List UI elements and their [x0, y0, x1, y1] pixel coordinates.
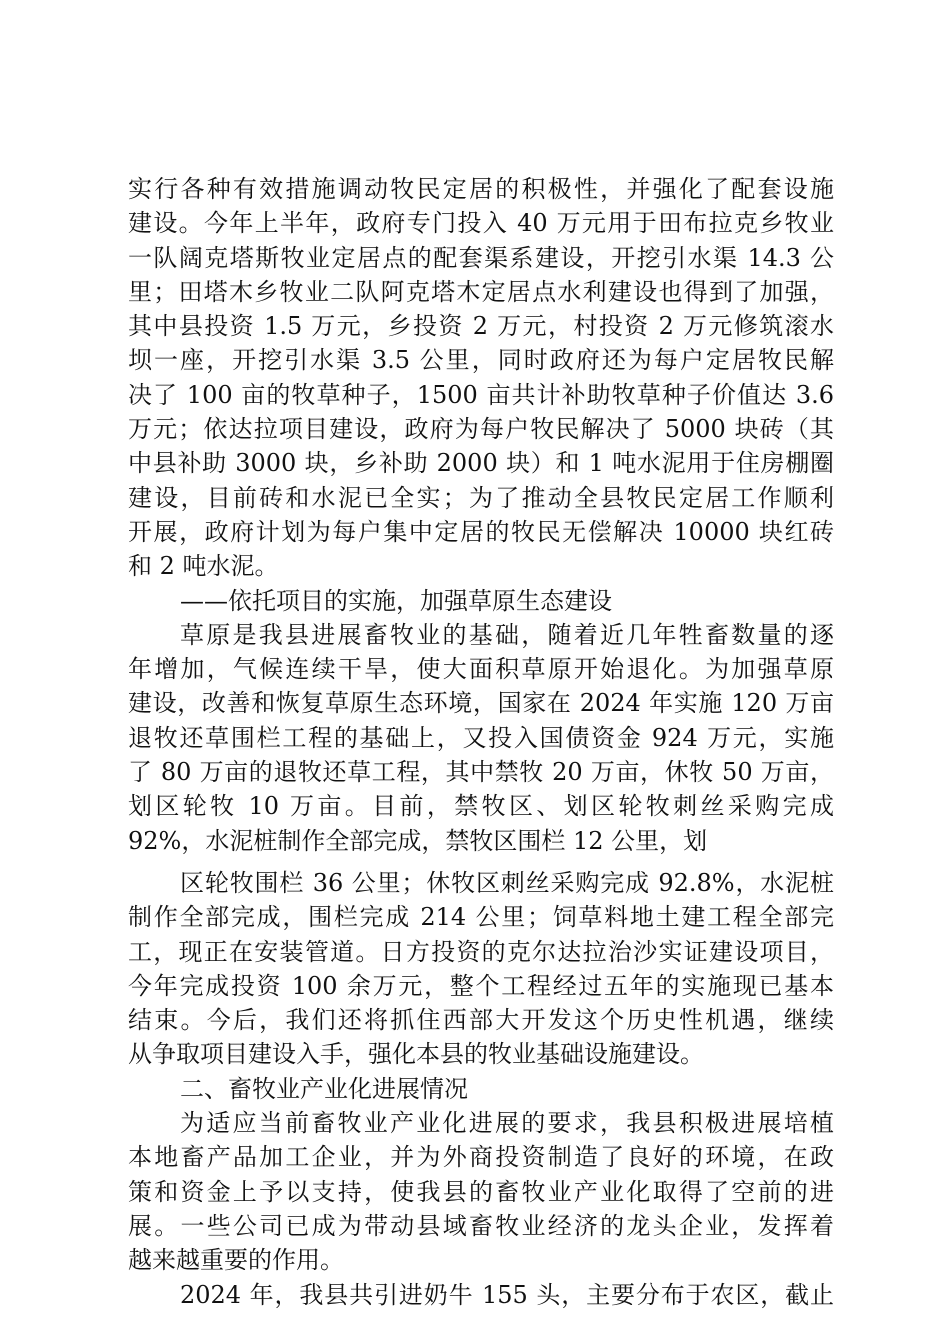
text-line: 92%，水泥桩制作全部完成，禁牧区围栏 12 公里，划 [128, 826, 708, 855]
text-line: 实行各种有效措施调动牧民定居的积极性，并强化了配套设施 [128, 175, 834, 203]
text-line: 越来越重要的作用。 [128, 1246, 344, 1275]
section-heading: ——依托项目的实施，加强草原生态建设 [180, 586, 612, 615]
text-line: 2024 年，我县共引进奶牛 155 头，主要分布于农区，截止 [180, 1280, 834, 1309]
text-line: 和 2 吨水泥。 [128, 552, 279, 581]
text-line: 退牧还草围栏工程的基础上，又投入国债资金 924 万元，实施 [128, 723, 834, 752]
text-line: 展。一些公司已成为带动县域畜牧业经济的龙头企业，发挥着 [128, 1211, 834, 1240]
text-line: 策和资金上予以支持，使我县的畜牧业产业化取得了空前的进 [128, 1177, 834, 1206]
text-line: 本地畜产品加工企业，并为外商投资制造了良好的环境，在政 [128, 1143, 834, 1172]
text-line: 建设。今年上半年，政府专门投入 40 万元用于田布拉克乡牧业 [128, 209, 834, 238]
text-line: 划区轮牧 10 万亩。目前，禁牧区、划区轮牧刺丝采购完成 [128, 792, 834, 821]
text-line: 里；田塔木乡牧业二队阿克塔木定居点水利建设也得到了加强， [128, 277, 834, 306]
text-line: 草原是我县进展畜牧业的基础，随着近几年牲畜数量的逐 [180, 620, 834, 649]
text-line: 一队阔克塔斯牧业定居点的配套渠系建设，开挖引水渠 14.3 公 [128, 243, 834, 272]
text-line: 今年完成投资 100 余万元，整个工程经过五年的实施现已基本 [128, 971, 834, 1000]
section-heading: 二、畜牧业产业化进展情况 [180, 1074, 468, 1103]
text-line: 建设，目前砖和水泥已全实；为了推动全县牧民定居工作顺利 [128, 483, 834, 512]
text-line: 了 80 万亩的退牧还草工程，其中禁牧 20 万亩，休牧 50 万亩， [128, 758, 834, 787]
text-line: 决了 100 亩的牧草种子，1500 亩共计补助牧草种子价值达 3.6 [128, 380, 834, 409]
text-line: 年增加，气候连续干旱，使大面积草原开始退化。为加强草原 [128, 655, 834, 684]
text-line: 中县补助 3000 块，乡补助 2000 块）和 1 吨水泥用于住房棚圈 [128, 449, 834, 478]
text-line: 结束。今后，我们还将抓住西部大开发这个历史性机遇，继续 [128, 1006, 834, 1035]
text-line: 工，现正在安装管道。日方投资的克尔达拉治沙实证建设项目， [128, 937, 834, 966]
text-line: 建设，改善和恢复草原生态环境，国家在 2024 年实施 120 万亩 [128, 689, 834, 718]
text-line: 其中县投资 1.5 万元，乡投资 2 万元，村投资 2 万元修筑滚水 [128, 312, 834, 341]
document-body [128, 172, 834, 1312]
text-line: 坝一座，开挖引水渠 3.5 公里，同时政府还为每户定居牧民解 [128, 346, 834, 375]
text-line: 为适应当前畜牧业产业化进展的要求，我县积极进展培植 [180, 1109, 834, 1138]
text-line: 万元；依达拉项目建设，政府为每户牧民解决了 5000 块砖（其 [128, 415, 834, 444]
text-line: 从争取项目建设入手，强化本县的牧业基础设施建设。 [128, 1040, 704, 1069]
text-line: 区轮牧围栏 36 公里；休牧区刺丝采购完成 92.8%，水泥桩 [180, 868, 834, 897]
text-line: 制作全部完成，围栏完成 214 公里；饲草料地土建工程全部完 [128, 903, 834, 932]
text-line: 开展，政府计划为每户集中定居的牧民无偿解决 10000 块红砖 [128, 517, 834, 546]
